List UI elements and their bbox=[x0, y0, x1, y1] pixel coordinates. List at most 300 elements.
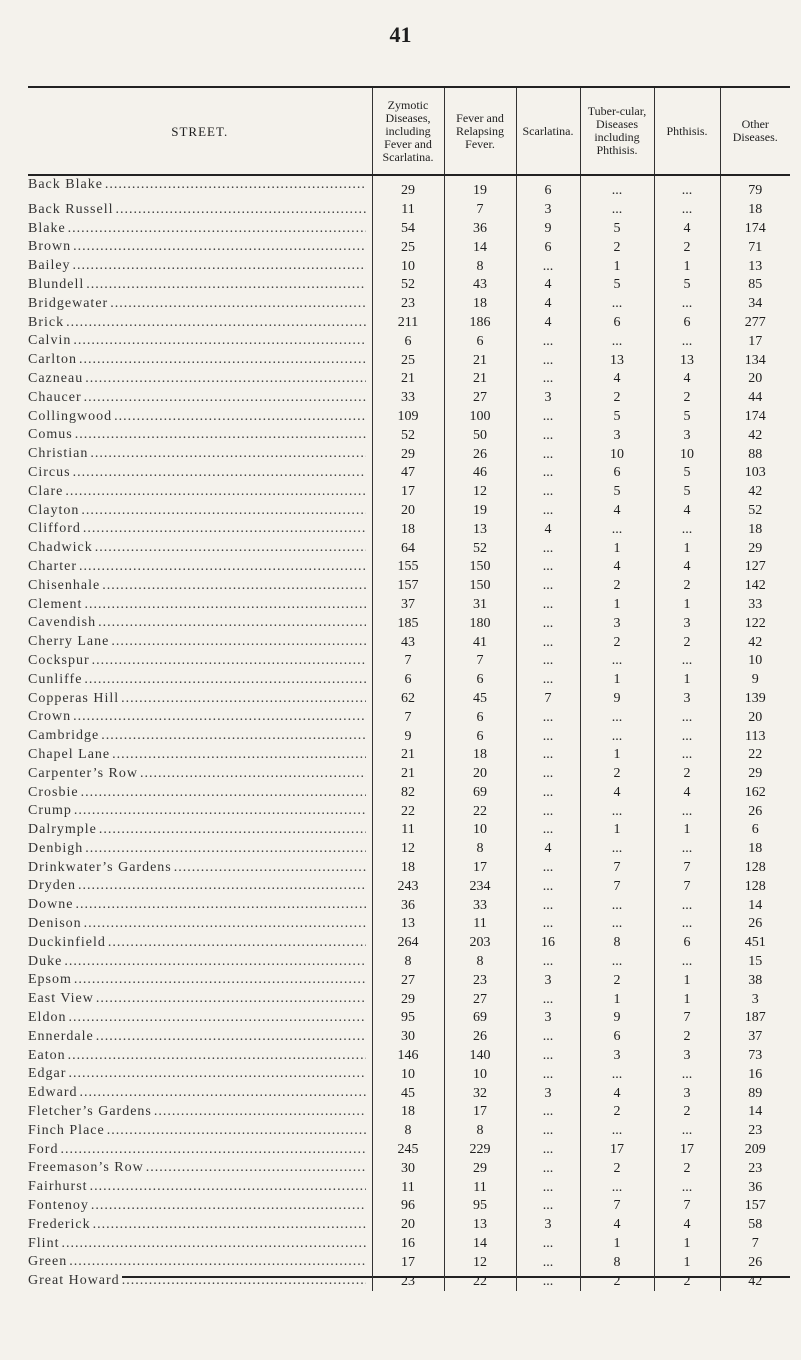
cell-zymotic: 52 bbox=[372, 426, 444, 445]
leader-dots bbox=[28, 784, 366, 802]
cell-other: 71 bbox=[720, 238, 790, 257]
leader-dots bbox=[28, 426, 366, 444]
table-row bbox=[28, 1047, 790, 1066]
cell-tubercular: ... bbox=[580, 1065, 654, 1084]
street-name: Denison bbox=[28, 916, 82, 932]
street-name: Dalrymple bbox=[28, 822, 97, 838]
cell-scarlatina: ... bbox=[516, 821, 580, 840]
cell-zymotic: 29 bbox=[372, 990, 444, 1009]
cell-tubercular: 3 bbox=[580, 426, 654, 445]
leader-dots bbox=[28, 408, 366, 426]
header-fever: Fever and Relapsing Fever. bbox=[444, 88, 516, 175]
cell-tubercular: ... bbox=[580, 1178, 654, 1197]
cell-other: 187 bbox=[720, 1009, 790, 1028]
cell-tubercular: 1 bbox=[580, 539, 654, 558]
cell-scarlatina: 16 bbox=[516, 934, 580, 953]
table-row bbox=[28, 175, 790, 201]
cell-phthisis: 1 bbox=[654, 971, 720, 990]
cell-zymotic: 43 bbox=[372, 633, 444, 652]
cell-phthisis: ... bbox=[654, 1122, 720, 1141]
cell-scarlatina: ... bbox=[516, 558, 580, 577]
cell-scarlatina: 3 bbox=[516, 1084, 580, 1103]
cell-zymotic: 146 bbox=[372, 1047, 444, 1066]
cell-street bbox=[28, 840, 372, 859]
leader-dots bbox=[28, 314, 366, 332]
cell-tubercular: ... bbox=[580, 652, 654, 671]
cell-tubercular: 2 bbox=[580, 971, 654, 990]
table-row bbox=[28, 502, 790, 521]
cell-phthisis: 1 bbox=[654, 671, 720, 690]
cell-other: 174 bbox=[720, 408, 790, 427]
street-name: Edgar bbox=[28, 1066, 67, 1082]
page-number: 41 bbox=[389, 22, 412, 47]
table-row bbox=[28, 577, 790, 596]
cell-zymotic: 157 bbox=[372, 577, 444, 596]
table-row bbox=[28, 539, 790, 558]
street-name: Cunliffe bbox=[28, 671, 83, 687]
cell-scarlatina: 3 bbox=[516, 1216, 580, 1235]
table-row bbox=[28, 389, 790, 408]
cell-street bbox=[28, 408, 372, 427]
cell-scarlatina: ... bbox=[516, 990, 580, 1009]
cell-zymotic: 11 bbox=[372, 1178, 444, 1197]
cell-phthisis: 13 bbox=[654, 351, 720, 370]
street-name: Chadwick bbox=[28, 540, 93, 556]
street-name: Brick bbox=[28, 314, 65, 330]
cell-tubercular: 9 bbox=[580, 690, 654, 709]
cell-phthisis: 3 bbox=[654, 1047, 720, 1066]
table-row bbox=[28, 1122, 790, 1141]
cell-fever: 17 bbox=[444, 859, 516, 878]
cell-phthisis: 2 bbox=[654, 577, 720, 596]
street-name: Chaucer bbox=[28, 389, 82, 405]
cell-street bbox=[28, 1047, 372, 1066]
table-row bbox=[28, 370, 790, 389]
table-row bbox=[28, 802, 790, 821]
cell-zymotic: 20 bbox=[372, 1216, 444, 1235]
cell-phthisis: ... bbox=[654, 1065, 720, 1084]
cell-other: 6 bbox=[720, 821, 790, 840]
leader-dots bbox=[28, 502, 366, 520]
table-row bbox=[28, 276, 790, 295]
cell-scarlatina: ... bbox=[516, 802, 580, 821]
cell-scarlatina: 9 bbox=[516, 220, 580, 239]
cell-scarlatina: ... bbox=[516, 1103, 580, 1122]
street-name: Blake bbox=[28, 220, 66, 236]
cell-other: 26 bbox=[720, 915, 790, 934]
leader-dots bbox=[28, 220, 366, 238]
street-name: Comus bbox=[28, 427, 73, 443]
cell-fever: 6 bbox=[444, 708, 516, 727]
cell-fever: 10 bbox=[444, 821, 516, 840]
cell-street bbox=[28, 1253, 372, 1272]
cell-phthisis: 3 bbox=[654, 426, 720, 445]
cell-phthisis: 4 bbox=[654, 784, 720, 803]
leader-dots bbox=[28, 896, 366, 914]
cell-scarlatina: ... bbox=[516, 1047, 580, 1066]
cell-zymotic: 25 bbox=[372, 351, 444, 370]
cell-scarlatina: ... bbox=[516, 408, 580, 427]
cell-phthisis: 3 bbox=[654, 690, 720, 709]
cell-zymotic: 18 bbox=[372, 859, 444, 878]
street-name: Epsom bbox=[28, 972, 72, 988]
table-row bbox=[28, 821, 790, 840]
street-name: Edward bbox=[28, 1085, 78, 1101]
cell-phthisis: 1 bbox=[654, 539, 720, 558]
leader-dots bbox=[28, 520, 366, 538]
cell-street bbox=[28, 934, 372, 953]
cell-tubercular: 1 bbox=[580, 596, 654, 615]
cell-zymotic: 12 bbox=[372, 840, 444, 859]
cell-street bbox=[28, 614, 372, 633]
cell-fever: 36 bbox=[444, 220, 516, 239]
cell-tubercular: 6 bbox=[580, 464, 654, 483]
cell-zymotic: 6 bbox=[372, 671, 444, 690]
cell-tubercular: 9 bbox=[580, 1009, 654, 1028]
street-name: Green bbox=[28, 1254, 68, 1270]
cell-tubercular: 17 bbox=[580, 1141, 654, 1160]
cell-zymotic: 62 bbox=[372, 690, 444, 709]
cell-tubercular: 10 bbox=[580, 445, 654, 464]
cell-phthisis: ... bbox=[654, 295, 720, 314]
street-name: Cherry Lane bbox=[28, 634, 110, 650]
leader-dots bbox=[28, 971, 366, 989]
table-row bbox=[28, 1103, 790, 1122]
cell-tubercular: 1 bbox=[580, 671, 654, 690]
leader-dots bbox=[28, 859, 366, 877]
street-name: Back Blake bbox=[28, 177, 103, 192]
cell-phthisis: 6 bbox=[654, 314, 720, 333]
cell-fever: 95 bbox=[444, 1197, 516, 1216]
street-name: Calvin bbox=[28, 333, 72, 349]
street-name: Eldon bbox=[28, 1010, 67, 1026]
cell-scarlatina: 3 bbox=[516, 1009, 580, 1028]
cell-phthisis: ... bbox=[654, 520, 720, 539]
cell-fever: 12 bbox=[444, 1253, 516, 1272]
cell-phthisis: ... bbox=[654, 840, 720, 859]
cell-fever: 13 bbox=[444, 520, 516, 539]
cell-other: 127 bbox=[720, 558, 790, 577]
cell-fever: 234 bbox=[444, 877, 516, 896]
street-name: Crump bbox=[28, 803, 72, 819]
cell-other: 36 bbox=[720, 1178, 790, 1197]
table-row bbox=[28, 1065, 790, 1084]
cell-zymotic: 21 bbox=[372, 765, 444, 784]
street-name: Duke bbox=[28, 953, 63, 969]
cell-street bbox=[28, 1178, 372, 1197]
table-row bbox=[28, 1235, 790, 1254]
cell-zymotic: 25 bbox=[372, 238, 444, 257]
cell-other: 18 bbox=[720, 840, 790, 859]
cell-zymotic: 29 bbox=[372, 175, 444, 201]
cell-tubercular: 1 bbox=[580, 1235, 654, 1254]
leader-dots bbox=[28, 708, 366, 726]
table-row bbox=[28, 238, 790, 257]
cell-fever: 8 bbox=[444, 1122, 516, 1141]
cell-scarlatina: 4 bbox=[516, 276, 580, 295]
street-name: East View bbox=[28, 991, 94, 1007]
cell-phthisis: ... bbox=[654, 175, 720, 201]
table-row bbox=[28, 877, 790, 896]
cell-scarlatina: 7 bbox=[516, 690, 580, 709]
street-name: Fontenoy bbox=[28, 1198, 89, 1214]
cell-other: 10 bbox=[720, 652, 790, 671]
street-name: Collingwood bbox=[28, 408, 113, 424]
cell-zymotic: 109 bbox=[372, 408, 444, 427]
leader-dots bbox=[28, 1159, 366, 1177]
cell-scarlatina: ... bbox=[516, 765, 580, 784]
cell-fever: 14 bbox=[444, 238, 516, 257]
cell-fever: 23 bbox=[444, 971, 516, 990]
cell-fever: 69 bbox=[444, 784, 516, 803]
cell-phthisis: ... bbox=[654, 915, 720, 934]
cell-scarlatina: ... bbox=[516, 671, 580, 690]
leader-dots bbox=[28, 1047, 366, 1065]
cell-scarlatina: ... bbox=[516, 953, 580, 972]
cell-fever: 229 bbox=[444, 1141, 516, 1160]
cell-tubercular: 2 bbox=[580, 577, 654, 596]
street-name: Clifford bbox=[28, 521, 81, 537]
table-row bbox=[28, 708, 790, 727]
table-row bbox=[28, 464, 790, 483]
cell-other: 14 bbox=[720, 896, 790, 915]
street-name: Clayton bbox=[28, 502, 80, 518]
cell-other: 451 bbox=[720, 934, 790, 953]
cell-zymotic: 45 bbox=[372, 1084, 444, 1103]
street-name: Chisenhale bbox=[28, 577, 101, 593]
cell-street bbox=[28, 577, 372, 596]
cell-tubercular: 6 bbox=[580, 314, 654, 333]
cell-other: 16 bbox=[720, 1065, 790, 1084]
cell-scarlatina: ... bbox=[516, 859, 580, 878]
cell-zymotic: 23 bbox=[372, 295, 444, 314]
cell-tubercular: ... bbox=[580, 802, 654, 821]
cell-phthisis: 7 bbox=[654, 877, 720, 896]
cell-street bbox=[28, 671, 372, 690]
header-scarlatina: Scarlatina. bbox=[516, 88, 580, 175]
street-name: Fletcher’s Gardens bbox=[28, 1104, 152, 1120]
cell-street bbox=[28, 445, 372, 464]
cell-phthisis: 5 bbox=[654, 408, 720, 427]
street-name: Drinkwater’s Gardens bbox=[28, 859, 172, 875]
cell-tubercular: 13 bbox=[580, 351, 654, 370]
leader-dots bbox=[28, 332, 366, 350]
cell-phthisis: 1 bbox=[654, 821, 720, 840]
cell-zymotic: 96 bbox=[372, 1197, 444, 1216]
cell-tubercular: 2 bbox=[580, 765, 654, 784]
leader-dots bbox=[28, 953, 366, 971]
cell-other: 139 bbox=[720, 690, 790, 709]
table-row bbox=[28, 1178, 790, 1197]
cell-fever: 33 bbox=[444, 896, 516, 915]
cell-tubercular: ... bbox=[580, 840, 654, 859]
cell-fever: 11 bbox=[444, 1178, 516, 1197]
street-name: Denbigh bbox=[28, 840, 84, 856]
cell-scarlatina: ... bbox=[516, 1065, 580, 1084]
cell-zymotic: 155 bbox=[372, 558, 444, 577]
cell-street bbox=[28, 727, 372, 746]
cell-street bbox=[28, 765, 372, 784]
cell-zymotic: 9 bbox=[372, 727, 444, 746]
street-name: Blundell bbox=[28, 276, 85, 292]
table-row bbox=[28, 558, 790, 577]
cell-street bbox=[28, 276, 372, 295]
cell-other: 44 bbox=[720, 389, 790, 408]
cell-scarlatina: ... bbox=[516, 502, 580, 521]
leader-dots bbox=[28, 1141, 366, 1159]
table-row bbox=[28, 1216, 790, 1235]
leader-dots bbox=[28, 464, 366, 482]
cell-phthisis: ... bbox=[654, 802, 720, 821]
table-body bbox=[28, 175, 790, 1291]
cell-phthisis: 2 bbox=[654, 1103, 720, 1122]
leader-dots bbox=[28, 596, 366, 614]
cell-tubercular: 5 bbox=[580, 483, 654, 502]
cell-scarlatina: ... bbox=[516, 915, 580, 934]
leader-dots bbox=[28, 577, 366, 595]
table-row bbox=[28, 257, 790, 276]
cell-fever: 69 bbox=[444, 1009, 516, 1028]
cell-zymotic: 8 bbox=[372, 1122, 444, 1141]
cell-scarlatina: ... bbox=[516, 1141, 580, 1160]
leader-dots bbox=[28, 915, 366, 933]
cell-tubercular: 4 bbox=[580, 1216, 654, 1235]
leader-dots bbox=[28, 1178, 366, 1196]
cell-phthisis: ... bbox=[654, 896, 720, 915]
table-row bbox=[28, 840, 790, 859]
cell-zymotic: 10 bbox=[372, 1065, 444, 1084]
cell-tubercular: 8 bbox=[580, 1253, 654, 1272]
cell-tubercular: 6 bbox=[580, 1028, 654, 1047]
table-row bbox=[28, 934, 790, 953]
cell-zymotic: 11 bbox=[372, 821, 444, 840]
disease-table bbox=[28, 88, 790, 1291]
cell-street bbox=[28, 483, 372, 502]
cell-fever: 6 bbox=[444, 727, 516, 746]
cell-phthisis: 6 bbox=[654, 934, 720, 953]
cell-phthisis: 7 bbox=[654, 1009, 720, 1028]
table-row bbox=[28, 896, 790, 915]
cell-street bbox=[28, 802, 372, 821]
cell-fever: 19 bbox=[444, 502, 516, 521]
cell-street bbox=[28, 915, 372, 934]
cell-tubercular: 1 bbox=[580, 821, 654, 840]
cell-zymotic: 7 bbox=[372, 708, 444, 727]
table-row bbox=[28, 295, 790, 314]
cell-phthisis: 2 bbox=[654, 1272, 720, 1291]
cell-zymotic: 37 bbox=[372, 596, 444, 615]
cell-other: 85 bbox=[720, 276, 790, 295]
cell-scarlatina: ... bbox=[516, 1272, 580, 1291]
table-row bbox=[28, 1084, 790, 1103]
cell-fever: 29 bbox=[444, 1159, 516, 1178]
cell-tubercular: 5 bbox=[580, 408, 654, 427]
cell-other: 128 bbox=[720, 877, 790, 896]
cell-fever: 100 bbox=[444, 408, 516, 427]
cell-other: 22 bbox=[720, 746, 790, 765]
cell-scarlatina: ... bbox=[516, 445, 580, 464]
cell-other: 174 bbox=[720, 220, 790, 239]
cell-other: 26 bbox=[720, 1253, 790, 1272]
cell-other: 128 bbox=[720, 859, 790, 878]
cell-scarlatina: 6 bbox=[516, 238, 580, 257]
cell-street bbox=[28, 1009, 372, 1028]
cell-zymotic: 245 bbox=[372, 1141, 444, 1160]
cell-tubercular: ... bbox=[580, 520, 654, 539]
cell-zymotic: 17 bbox=[372, 483, 444, 502]
cell-street bbox=[28, 464, 372, 483]
street-name: Freemason’s Row bbox=[28, 1160, 144, 1176]
cell-tubercular: 2 bbox=[580, 238, 654, 257]
street-name: Crown bbox=[28, 709, 72, 725]
leader-dots bbox=[28, 539, 366, 557]
table-row bbox=[28, 859, 790, 878]
cell-zymotic: 16 bbox=[372, 1235, 444, 1254]
street-name: Bridgewater bbox=[28, 295, 109, 311]
cell-other: 29 bbox=[720, 539, 790, 558]
cell-street bbox=[28, 971, 372, 990]
cell-phthisis: ... bbox=[654, 332, 720, 351]
cell-other: 157 bbox=[720, 1197, 790, 1216]
disease-table-frame bbox=[28, 86, 790, 1289]
cell-fever: 18 bbox=[444, 295, 516, 314]
cell-street bbox=[28, 633, 372, 652]
cell-phthisis: 4 bbox=[654, 558, 720, 577]
table-row bbox=[28, 1272, 790, 1291]
cell-scarlatina: ... bbox=[516, 1028, 580, 1047]
cell-tubercular: ... bbox=[580, 915, 654, 934]
leader-dots bbox=[28, 1065, 366, 1083]
cell-other: 42 bbox=[720, 483, 790, 502]
leader-dots bbox=[28, 1103, 366, 1121]
cell-fever: 6 bbox=[444, 671, 516, 690]
leader-dots bbox=[28, 840, 366, 858]
cell-street bbox=[28, 1103, 372, 1122]
cell-zymotic: 7 bbox=[372, 652, 444, 671]
cell-scarlatina: 3 bbox=[516, 201, 580, 220]
cell-other: 42 bbox=[720, 426, 790, 445]
cell-phthisis: 2 bbox=[654, 1028, 720, 1047]
cell-zymotic: 18 bbox=[372, 1103, 444, 1122]
leader-dots bbox=[28, 990, 366, 1008]
cell-zymotic: 82 bbox=[372, 784, 444, 803]
cell-scarlatina: ... bbox=[516, 784, 580, 803]
cell-street bbox=[28, 314, 372, 333]
cell-tubercular: ... bbox=[580, 201, 654, 220]
cell-scarlatina: 4 bbox=[516, 295, 580, 314]
cell-street bbox=[28, 1216, 372, 1235]
cell-street bbox=[28, 859, 372, 878]
cell-fever: 186 bbox=[444, 314, 516, 333]
street-name: Flint bbox=[28, 1235, 60, 1251]
cell-tubercular: 4 bbox=[580, 370, 654, 389]
cell-zymotic: 264 bbox=[372, 934, 444, 953]
cell-zymotic: 47 bbox=[372, 464, 444, 483]
leader-dots bbox=[28, 1197, 366, 1215]
table-row bbox=[28, 426, 790, 445]
cell-fever: 150 bbox=[444, 577, 516, 596]
leader-dots bbox=[28, 445, 366, 463]
cell-tubercular: 1 bbox=[580, 746, 654, 765]
cell-phthisis: 3 bbox=[654, 1084, 720, 1103]
cell-scarlatina: ... bbox=[516, 257, 580, 276]
cell-street bbox=[28, 332, 372, 351]
cell-phthisis: 2 bbox=[654, 633, 720, 652]
cell-fever: 32 bbox=[444, 1084, 516, 1103]
cell-tubercular: 8 bbox=[580, 934, 654, 953]
street-name: Downe bbox=[28, 897, 74, 913]
table-row bbox=[28, 520, 790, 539]
